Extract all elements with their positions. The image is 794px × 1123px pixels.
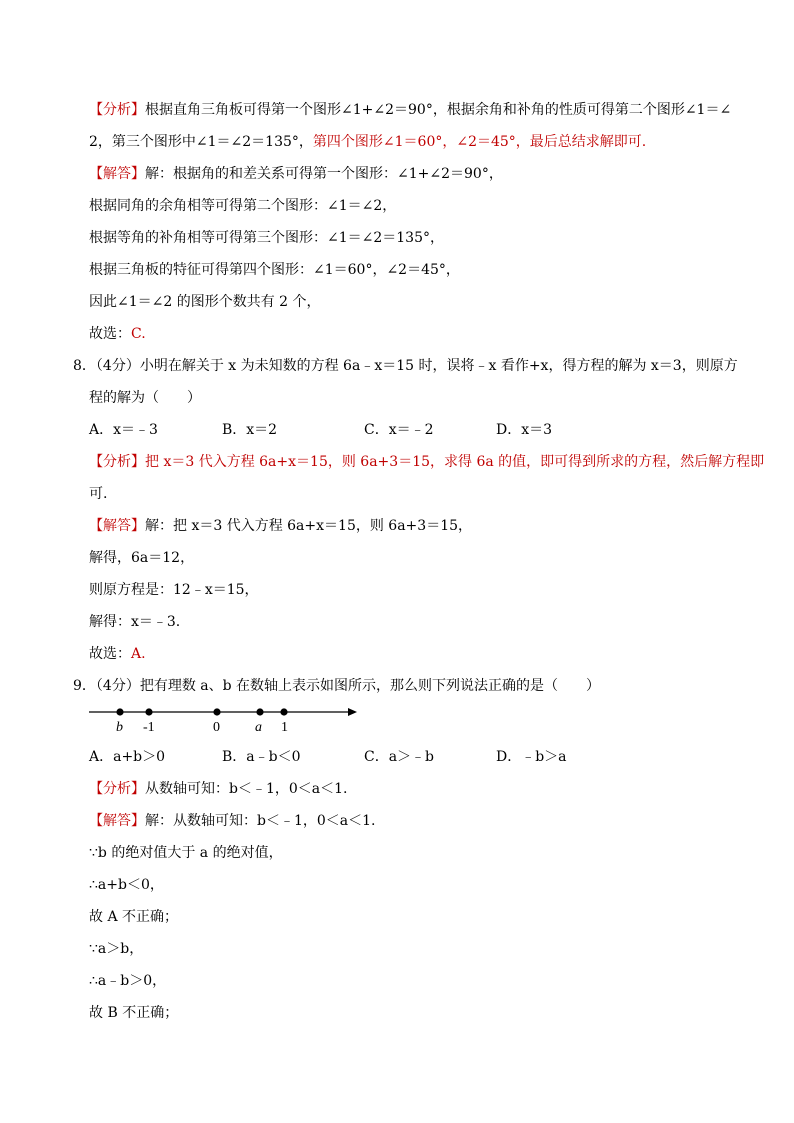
q7-analysis-text-2a: 2，第三个图形中∠1＝∠2＝135°， bbox=[89, 134, 313, 150]
q9-answer-line-5: ∵a＞b， bbox=[89, 941, 144, 957]
analysis-tag: 【分析】 bbox=[89, 102, 145, 118]
q7-analysis-line-1 bbox=[89, 100, 731, 120]
point-one bbox=[280, 708, 287, 715]
q9-stem: 9．（4分）把有理数 a、b 在数轴上表示如图所示，那么则下列说法正确的是（ ） bbox=[73, 678, 601, 694]
analysis-tag: 【分析】 bbox=[89, 781, 145, 797]
q7-answer-line-5: 因此∠1＝∠2 的图形个数共有 2 个， bbox=[89, 294, 321, 310]
q8-answer-line-3: 则原方程是：12﹣x＝15， bbox=[89, 582, 259, 598]
point-zero bbox=[213, 708, 220, 715]
q9-answer-line-1 bbox=[89, 811, 375, 831]
q9-answer-line-3: ∴a+b＜0， bbox=[89, 877, 164, 893]
q8-answer-text-1: 解：把 x＝3 代入方程 6a+x＝15，则 6a+3＝15， bbox=[145, 518, 473, 534]
number-line-figure bbox=[89, 698, 369, 738]
label-a: a bbox=[255, 720, 262, 735]
q8-analysis-line-1 bbox=[89, 452, 764, 472]
choose-label: 故选： bbox=[89, 646, 131, 662]
label-zero: 0 bbox=[213, 720, 220, 735]
q9-analysis-line bbox=[89, 779, 347, 799]
q8-stem-line-1: 8．（4分）小明在解关于 x 为未知数的方程 6a﹣x＝15 时，误将﹣x 看作+x，得方程的解为 x＝3，则原方 bbox=[73, 358, 738, 374]
q9-option-b: B．a﹣b＜0 bbox=[222, 749, 301, 765]
q8-option-a: A．x＝﹣3 bbox=[89, 422, 158, 438]
q8-stem-line-2: 程的解为（ ） bbox=[89, 390, 201, 406]
label-b: b bbox=[116, 720, 123, 735]
q7-analysis-text-1: 根据直角三角板可得第一个图形∠1+∠2＝90°，根据余角和补角的性质可得第二个图形∠1＝∠ bbox=[145, 102, 732, 118]
q7-analysis-text-2b: 第四个图形∠1＝60°，∠2＝45°，最后总结求解即可. bbox=[312, 134, 647, 150]
label-one: 1 bbox=[281, 720, 288, 735]
point-b bbox=[116, 708, 123, 715]
point-a bbox=[256, 708, 263, 715]
q7-answer-text-1: 解：根据角的和差关系可得第一个图形：∠1+∠2＝90°， bbox=[145, 166, 503, 182]
q7-answer-line-1 bbox=[89, 164, 503, 184]
answer-tag: 【解答】 bbox=[89, 813, 145, 829]
point-neg1 bbox=[145, 708, 152, 715]
q9-option-c: C．a＞﹣b bbox=[364, 749, 435, 765]
q7-answer-line-4: 根据三角板的特征可得第四个图形：∠1＝60°，∠2＝45°， bbox=[89, 262, 460, 278]
q7-answer-line-3: 根据等角的补角相等可得第三个图形：∠1＝∠2＝135°， bbox=[89, 230, 444, 246]
q9-answer-text-1: 解：从数轴可知：b＜﹣1，0＜a＜1. bbox=[145, 813, 376, 829]
label-neg1: -1 bbox=[143, 720, 155, 735]
q8-analysis-text-1: 把 x＝3 代入方程 6a+x＝15，则 6a+3＝15，求得 6a 的值，即可得到所求的方程，然后解方程即 bbox=[145, 454, 765, 470]
q7-analysis-line-2 bbox=[89, 132, 646, 152]
q9-option-a: A．a+b＞0 bbox=[89, 749, 166, 765]
q8-option-c: C．x＝﹣2 bbox=[364, 422, 434, 438]
q9-answer-line-7: 故 B 不正确； bbox=[89, 1005, 179, 1021]
q8-choose-line bbox=[89, 644, 146, 664]
answer-tag: 【解答】 bbox=[89, 518, 145, 534]
q8-option-d: D．x＝3 bbox=[496, 422, 553, 438]
q8-answer-line-2: 解得，6a＝12， bbox=[89, 550, 195, 566]
q8-answer-line-4: 解得：x＝﹣3. bbox=[89, 614, 181, 630]
analysis-tag: 【分析】 bbox=[89, 454, 145, 470]
q7-choice: C. bbox=[131, 326, 146, 342]
number-line-arrow bbox=[348, 708, 357, 716]
q8-choice: A. bbox=[131, 646, 146, 662]
q8-analysis-line-2: 可. bbox=[89, 486, 108, 502]
q8-answer-line-1 bbox=[89, 516, 472, 536]
q7-answer-line-2: 根据同角的余角相等可得第二个图形：∠1＝∠2， bbox=[89, 198, 397, 214]
q9-answer-line-4: 故 A 不正确； bbox=[89, 909, 179, 925]
q7-choose-line bbox=[89, 324, 146, 344]
q8-option-b: B．x＝2 bbox=[222, 422, 278, 438]
answer-tag: 【解答】 bbox=[89, 166, 145, 182]
choose-label: 故选： bbox=[89, 326, 131, 342]
q9-answer-line-2: ∵b 的绝对值大于 a 的绝对值， bbox=[89, 845, 283, 861]
q9-analysis-text: 从数轴可知：b＜﹣1，0＜a＜1. bbox=[145, 781, 348, 797]
q9-option-d: D．﹣b＞a bbox=[496, 749, 567, 765]
q9-answer-line-6: ∴a﹣b＞0， bbox=[89, 973, 167, 989]
